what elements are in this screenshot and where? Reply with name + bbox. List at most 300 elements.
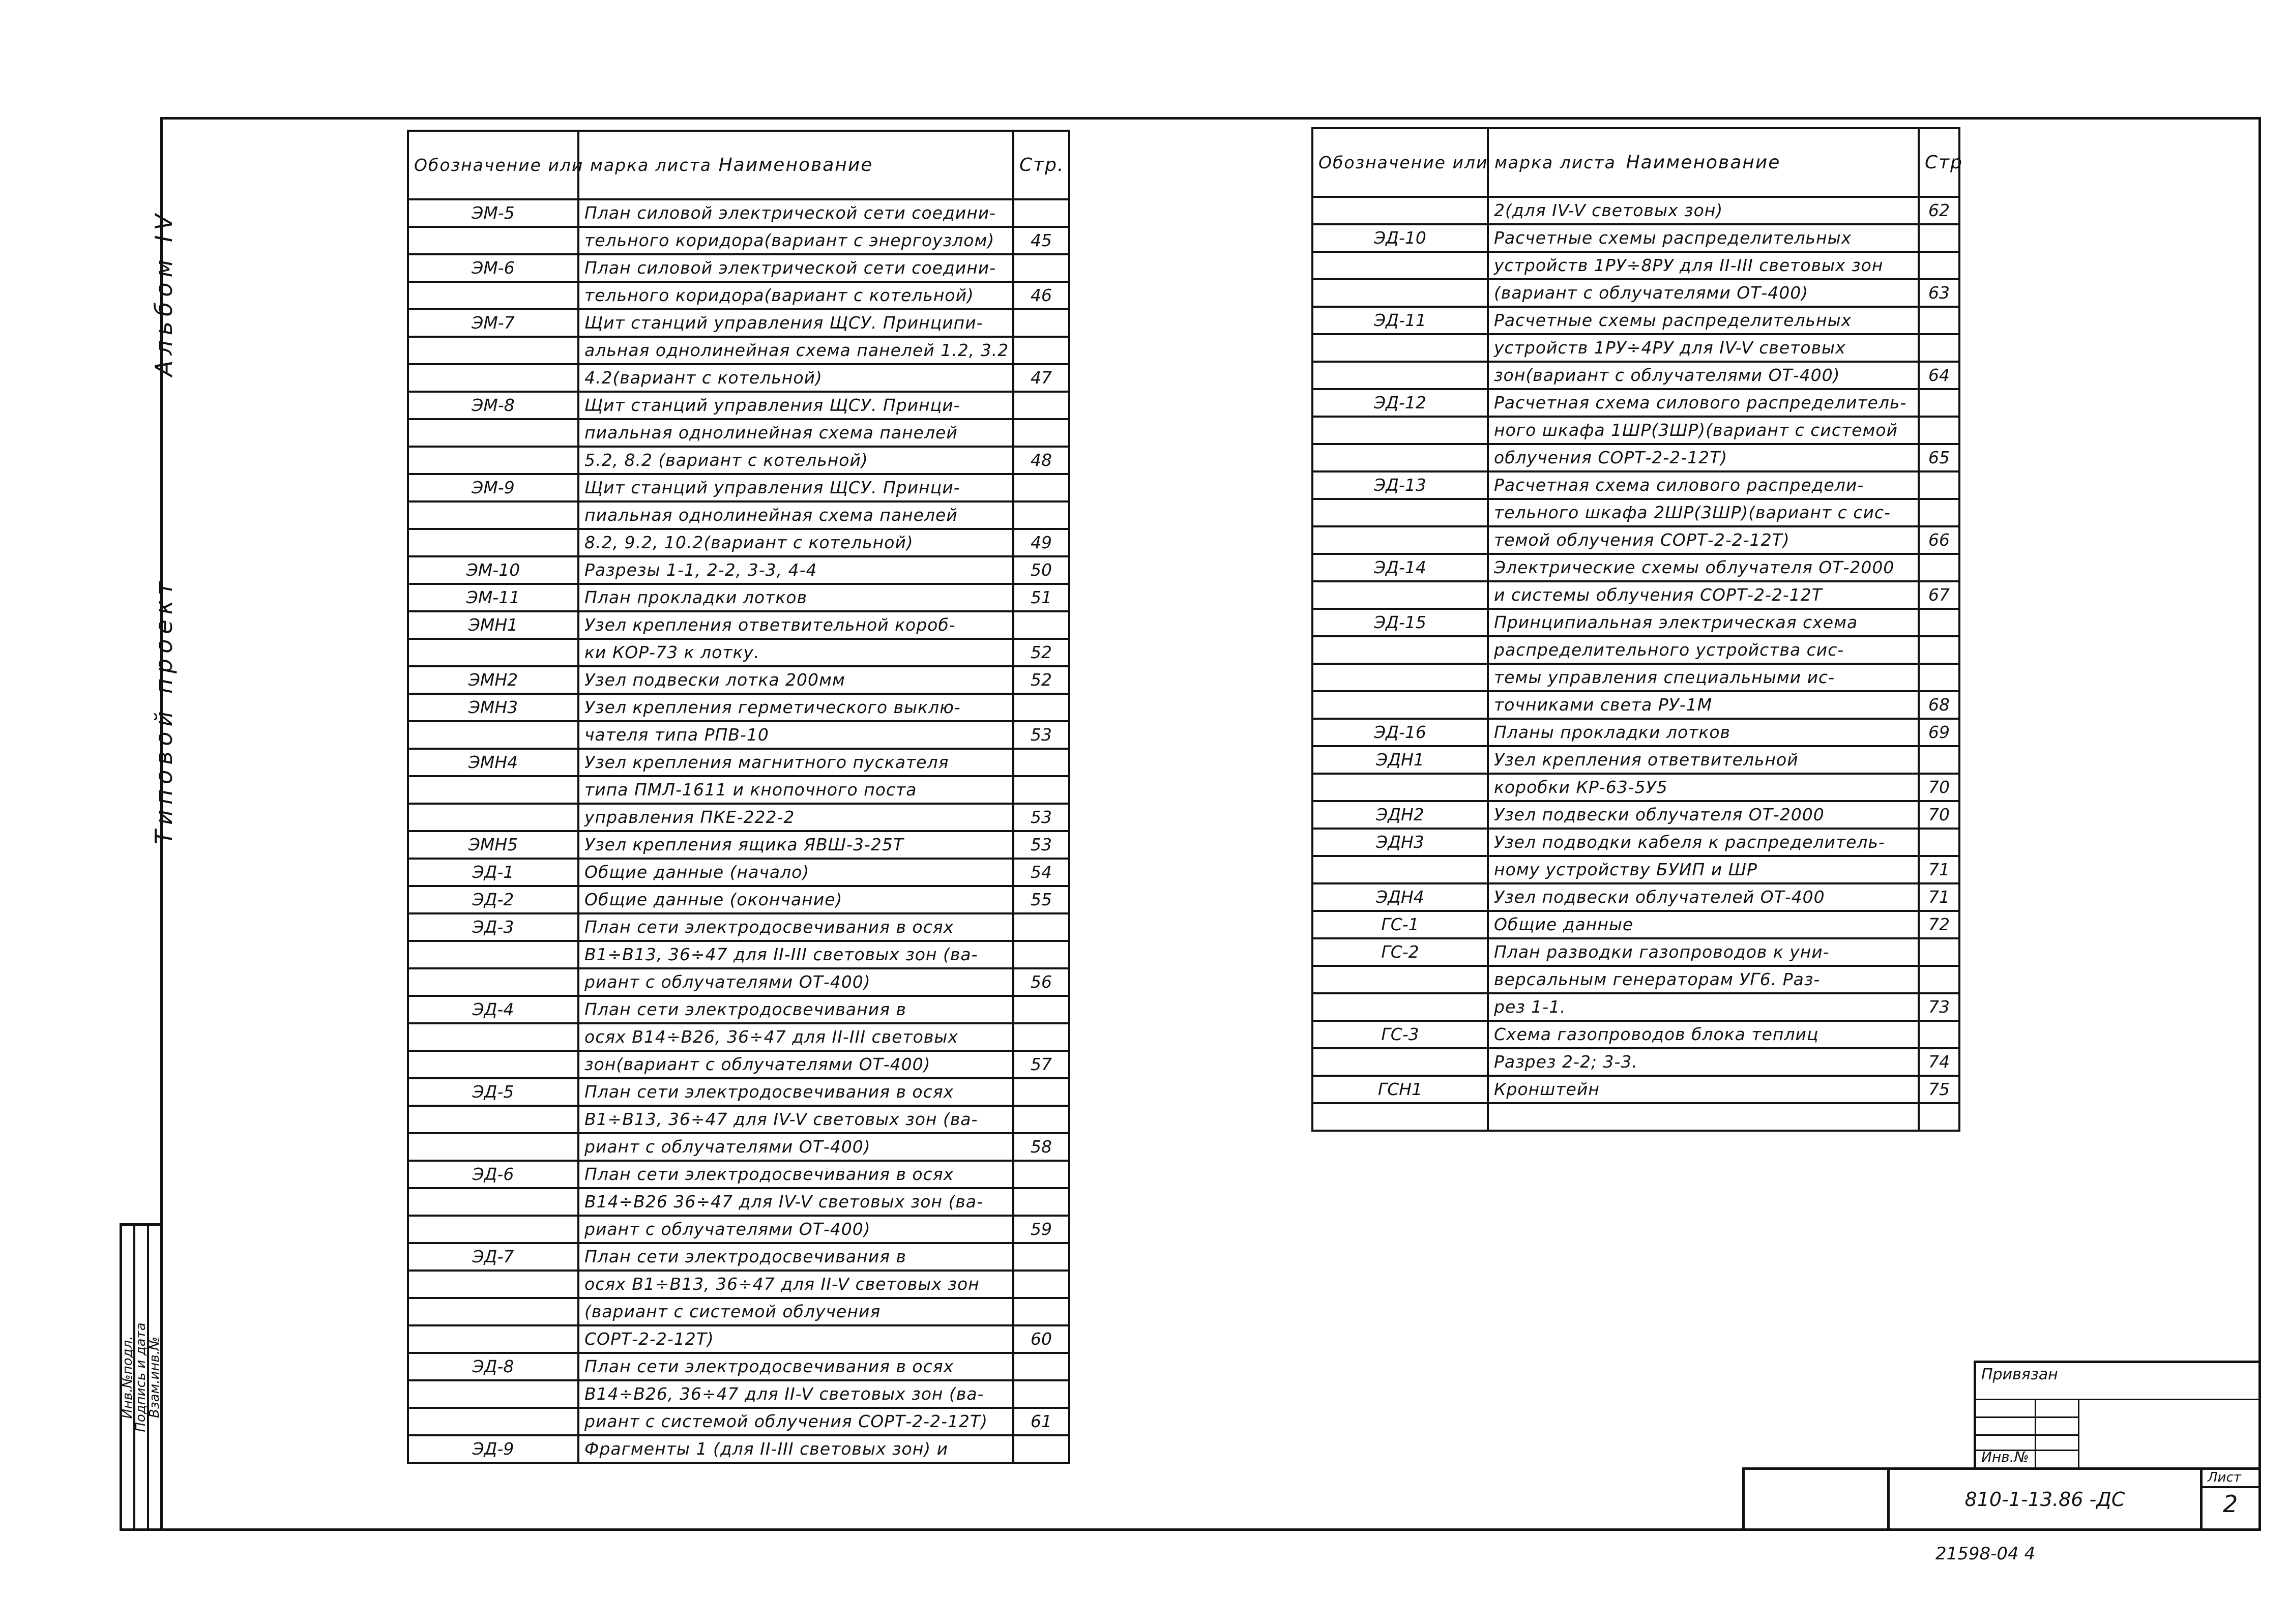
sheet-title: осях В14÷В26, 36÷47 для II-III световых [578,1023,1013,1051]
page-number [1013,1078,1069,1106]
sheet-code [1312,636,1488,664]
page-number [1013,996,1069,1023]
table-row [408,1078,1069,1106]
table-row [1312,746,1959,774]
table-row [408,474,1069,501]
sheet-code [408,1188,578,1216]
sheet-code: ЭД-2 [408,886,578,913]
table-row [1312,719,1959,746]
table-row [1312,636,1959,664]
page-number: 61 [1013,1408,1069,1435]
page-number [1919,389,1959,417]
sheet-title: Расчетные схемы распределительных [1488,224,1919,252]
sheet-code: ГС-2 [1312,938,1488,966]
sheet-code [408,1325,578,1353]
table-row [1312,774,1959,801]
page-number [1919,829,1959,856]
table-row [408,831,1069,859]
sheet-title: 2(для IV-V световых зон) [1488,197,1919,224]
table-row [408,364,1069,392]
page-number [1919,746,1959,774]
sheet-code [1312,279,1488,307]
page-number: 57 [1013,1051,1069,1078]
page-number [1919,471,1959,499]
table-row [408,254,1069,282]
header-name: Наименование [578,131,1013,199]
sheet-code [408,1023,578,1051]
table-row [408,529,1069,556]
page-number: 48 [1013,447,1069,474]
sheet-title: Общие данные (окончание) [578,886,1013,913]
page-number [1919,334,1959,362]
sheet-code [408,419,578,447]
sheet-title: Расчетная схема силового распределитель- [1488,389,1919,417]
table-row [1312,664,1959,691]
sheet-code [1312,252,1488,279]
page-number [1919,966,1959,993]
table-row [1312,499,1959,526]
table-row [1312,609,1959,636]
table-row [408,1133,1069,1161]
sheet-title: В14÷В26 36÷47 для IV-V световых зон (ва- [578,1188,1013,1216]
page-number: 54 [1013,859,1069,886]
page-number: 49 [1013,529,1069,556]
table-row [1312,279,1959,307]
table-row [408,639,1069,666]
sheet-title: ного шкафа 1ШР(3ШР)(вариант с системой [1488,417,1919,444]
sheet-code: ЭМН3 [408,694,578,721]
sheet-code [408,1106,578,1133]
inventory-label: Инв.№ [1981,1449,2029,1465]
sheet-code: ЭД-15 [1312,609,1488,636]
page-number [1919,1021,1959,1048]
page-number: 53 [1013,804,1069,831]
sheet-title: Кронштейн [1488,1076,1919,1103]
sheet-code [1312,197,1488,224]
sheet-code [408,1133,578,1161]
page-number: 47 [1013,364,1069,392]
sheet-code: ЭМ-9 [408,474,578,501]
sheet-title: ки КОР-73 к лотку. [578,639,1013,666]
page-number: 70 [1919,801,1959,829]
sheet-code: ЭД-5 [408,1078,578,1106]
title-stamp [1742,1467,2261,1531]
sheet-code: ЭД-13 [1312,471,1488,499]
side-strip-label: Подпись и дата [133,1322,149,1432]
sheet-number: 2 [2223,1490,2238,1518]
sheet-code [408,447,578,474]
page-number: 52 [1013,639,1069,666]
table-row [408,941,1069,968]
sheet-title: Расчетная схема силового распредели- [1488,471,1919,499]
archive-number: 21598-04 4 [1935,1544,2036,1564]
page-number: 55 [1013,886,1069,913]
table-row [408,1353,1069,1380]
table-row [408,584,1069,611]
project-label: Типовой проект [150,576,178,844]
page-number: 74 [1919,1048,1959,1076]
table-row [408,1380,1069,1408]
sheet-title [1488,1103,1919,1131]
sheet-code: ЭМН1 [408,611,578,639]
table-row [1312,1076,1959,1103]
sheet-code [1312,334,1488,362]
sheet-code [408,1408,578,1435]
sheet-title: Схема газопроводов блока теплиц [1488,1021,1919,1048]
sheet-title: Щит станций управления ЩСУ. Принци- [578,392,1013,419]
sheet-code [408,337,578,364]
sheet-code: ЭМН2 [408,666,578,694]
page-number [1919,609,1959,636]
table-row [408,1271,1069,1298]
sheet-code [1312,1103,1488,1131]
page-number [1013,1298,1069,1325]
sheet-title: Общие данные (начало) [578,859,1013,886]
sheet-code: ЭДН4 [1312,883,1488,911]
page-number [1013,1161,1069,1188]
side-strip-label: Взам.инв.№ [146,1336,162,1418]
sheet-title: тельного коридора(вариант с котельной) [578,282,1013,309]
sheet-code [408,941,578,968]
page-number [1013,1435,1069,1463]
table-row [1312,471,1959,499]
sheet-title: План прокладки лотков [578,584,1013,611]
page-number: 51 [1013,584,1069,611]
table-row [1312,334,1959,362]
sheet-title: План силовой электрической сети соедини- [578,199,1013,227]
sheet-code [1312,499,1488,526]
sheet-title: Узел подвески облучателей ОТ-400 [1488,883,1919,911]
table-row [1312,252,1959,279]
sheet-list-right [1311,127,1963,1132]
sheet-title: ному устройству БУИП и ШР [1488,856,1919,883]
table-row [1312,307,1959,334]
document-code: 810-1-13.86 -ДС [1887,1470,2203,1528]
sheet-title: типа ПМЛ-1611 и кнопочного поста [578,776,1013,804]
page-number [1013,337,1069,364]
page-number [1013,1380,1069,1408]
page-number [1013,1023,1069,1051]
sheet-code [1312,691,1488,719]
sheet-title: План сети электродосвечивания в осях [578,913,1013,941]
page-number: 53 [1013,721,1069,749]
table-row [408,666,1069,694]
sheet-code [1312,526,1488,554]
page-number: 62 [1919,197,1959,224]
table-row [408,1106,1069,1133]
sheet-title: План разводки газопроводов к уни- [1488,938,1919,966]
sheet-title: СОРТ-2-2-12Т) [578,1325,1013,1353]
header-name: Наименование [1488,128,1919,197]
page-number: 71 [1919,856,1959,883]
sheet-title: Узел подвески облучателя ОТ-2000 [1488,801,1919,829]
table-row [1312,993,1959,1021]
sheet-code: ЭМ-7 [408,309,578,337]
page-number: 59 [1013,1216,1069,1243]
sheet-title: 8.2, 9.2, 10.2(вариант с котельной) [578,529,1013,556]
header-page: Стр. [1013,131,1069,199]
table-row [408,1188,1069,1216]
page-number [1919,252,1959,279]
sheet-code: ЭД-1 [408,859,578,886]
sheet-title: коробки КР-63-5У5 [1488,774,1919,801]
table-row [1312,801,1959,829]
table-row [408,804,1069,831]
sheet-code: ЭМ-6 [408,254,578,282]
sheet-title: темы управления специальными ис- [1488,664,1919,691]
table-row [1312,1048,1959,1076]
sheet-title: версальным генераторам УГ6. Раз- [1488,966,1919,993]
table-row [408,227,1069,254]
sheet-title: Электрические схемы облучателя ОТ-2000 [1488,554,1919,581]
table-row [1312,911,1959,938]
table-row [408,1435,1069,1463]
sheet-title: управления ПКЕ-222-2 [578,804,1013,831]
sheet-title: Узел крепления ответвительной [1488,746,1919,774]
table-row [1312,581,1959,609]
sheet-title: зон(вариант с облучателями ОТ-400) [1488,362,1919,389]
page-number: 65 [1919,444,1959,471]
sheet-code: ЭМН4 [408,749,578,776]
page-number [1013,611,1069,639]
sheet-code [408,501,578,529]
sheet-title: зон(вариант с облучателями ОТ-400) [578,1051,1013,1078]
sheet-code [408,776,578,804]
sheet-code: ЭМ-8 [408,392,578,419]
sheet-title: Разрез 2-2; 3-3. [1488,1048,1919,1076]
sheet-code: ЭД-12 [1312,389,1488,417]
sheet-title: тельного шкафа 2ШР(3ШР)(вариант с сис- [1488,499,1919,526]
sheet-title: Щит станций управления ЩСУ. Принципи- [578,309,1013,337]
table-row [1312,1021,1959,1048]
sheet-title: Планы прокладки лотков [1488,719,1919,746]
page-number [1013,1271,1069,1298]
header-designation: Обозначение или марка листа [408,131,578,199]
page-number: 45 [1013,227,1069,254]
sheet-title: (вариант с облучателями ОТ-400) [1488,279,1919,307]
sheet-code: ЭМН5 [408,831,578,859]
page-number: 68 [1919,691,1959,719]
sheet-title: Узел подвески лотка 200мм [578,666,1013,694]
sheet-code [408,1380,578,1408]
sheet-code [1312,966,1488,993]
table-row [408,501,1069,529]
page-number [1919,307,1959,334]
sheet-title: и системы облучения СОРТ-2-2-12Т [1488,581,1919,609]
table-row [1312,444,1959,471]
table-row [408,749,1069,776]
side-stamp-strip [120,1223,160,1531]
page-number: 72 [1919,911,1959,938]
table-row [408,1023,1069,1051]
sheet-code [1312,581,1488,609]
sheet-title: 4.2(вариант с котельной) [578,364,1013,392]
sheet-code [1312,993,1488,1021]
table-row [1312,197,1959,224]
page-number: 66 [1919,526,1959,554]
binding-label: Привязан [1981,1366,2058,1383]
sheet-title: План сети электродосвечивания в осях [578,1161,1013,1188]
sheet-code [408,227,578,254]
table-row [408,1298,1069,1325]
table-row [1312,691,1959,719]
header-designation: Обозначение или марка листа [1312,128,1488,197]
page-number [1013,1106,1069,1133]
sheet-code [408,282,578,309]
sheet-title: 5.2, 8.2 (вариант с котельной) [578,447,1013,474]
page-number [1013,913,1069,941]
table-row [1312,362,1959,389]
table-row [1312,224,1959,252]
table-row [408,968,1069,996]
table-row [1312,938,1959,966]
sheet-code: ЭД-14 [1312,554,1488,581]
page-number [1919,417,1959,444]
table-row [408,1243,1069,1271]
table-row [408,392,1069,419]
page-number [1919,938,1959,966]
page-number [1919,1103,1959,1131]
sheet-title: осях В1÷В13, 36÷47 для II-V световых зон [578,1271,1013,1298]
page-number [1013,776,1069,804]
binding-box [1974,1361,2261,1467]
sheet-title: риант с облучателями ОТ-400) [578,1216,1013,1243]
page-number: 60 [1013,1325,1069,1353]
sheet-code: ЭМ-5 [408,199,578,227]
page-number [1013,941,1069,968]
sheet-code: ЭД-11 [1312,307,1488,334]
table-row [408,776,1069,804]
sheet-code [408,1271,578,1298]
table-row [408,199,1069,227]
page-number: 67 [1919,581,1959,609]
sheet-code: ЭДН2 [1312,801,1488,829]
table-row [408,859,1069,886]
sheet-title: Узел подводки кабеля к распределитель- [1488,829,1919,856]
table-row [1312,554,1959,581]
page-number [1013,749,1069,776]
sheet-title: В1÷В13, 36÷47 для II-III световых зон (ва- [578,941,1013,968]
table-row [1312,966,1959,993]
table-row [408,1051,1069,1078]
sheet-title: облучения СОРТ-2-2-12Т) [1488,444,1919,471]
page-number: 53 [1013,831,1069,859]
sheet-code: ЭМ-11 [408,584,578,611]
sheet-title: План сети электродосвечивания в [578,996,1013,1023]
page-number [1919,664,1959,691]
table-row [1312,417,1959,444]
sheet-label: Лист [2208,1470,2241,1485]
page-number [1919,224,1959,252]
page-number [1919,554,1959,581]
table-row [1312,883,1959,911]
sheet-title: тельного коридора(вариант с энергоузлом) [578,227,1013,254]
page-number: 50 [1013,556,1069,584]
table-row [1312,829,1959,856]
page-number [1013,1243,1069,1271]
table-row [408,886,1069,913]
table-row [408,419,1069,447]
table-row [408,309,1069,337]
sheet-code [1312,362,1488,389]
sheet-title: План сети электродосвечивания в осях [578,1353,1013,1380]
sheet-title: План сети электродосвечивания в [578,1243,1013,1271]
sheet-code: ЭДН1 [1312,746,1488,774]
sheet-code [1312,444,1488,471]
page-number [1919,499,1959,526]
sheet-title: План сети электродосвечивания в осях [578,1078,1013,1106]
sheet-code [1312,417,1488,444]
table-row [408,282,1069,309]
sheet-title: План силовой электрической сети соедини- [578,254,1013,282]
table-row [408,337,1069,364]
sheet-title: В1÷В13, 36÷47 для IV-V световых зон (ва- [578,1106,1013,1133]
sheet-code [1312,774,1488,801]
page-number [1013,392,1069,419]
page-number [1013,254,1069,282]
table-row [408,447,1069,474]
sheet-title: устройств 1РУ÷8РУ для II-III световых зон [1488,252,1919,279]
page-number [1919,636,1959,664]
sheet-code [408,1051,578,1078]
sheet-title: точниками света РУ-1М [1488,691,1919,719]
table-row [408,1216,1069,1243]
sheet-title: (вариант с системой облучения [578,1298,1013,1325]
table-row [408,913,1069,941]
sheet-title: темой облучения СОРТ-2-2-12Т) [1488,526,1919,554]
sheet-title: Принципиальная электрическая схема [1488,609,1919,636]
sheet-code [408,968,578,996]
sheet-title: В14÷В26, 36÷47 для II-V световых зон (ва- [578,1380,1013,1408]
side-strip-label: Инв.№подл. [120,1336,136,1419]
page-number: 71 [1919,883,1959,911]
sheet-code: ЭД-6 [408,1161,578,1188]
sheet-code [1312,856,1488,883]
sheet-code: ЭД-4 [408,996,578,1023]
sheet-title: Расчетные схемы распределительных [1488,307,1919,334]
table-row [1312,526,1959,554]
sheet-title: альная однолинейная схема панелей 1.2, 3.2 [578,337,1013,364]
sheet-code [408,529,578,556]
page-number [1013,694,1069,721]
page-number: 56 [1013,968,1069,996]
sheet-title: устройств 1РУ÷4РУ для IV-V световых [1488,334,1919,362]
page-number [1013,1188,1069,1216]
sheet-code: ЭД-16 [1312,719,1488,746]
table-row [408,556,1069,584]
page-number: 52 [1013,666,1069,694]
sheet-code: ЭД-7 [408,1243,578,1271]
sheet-title: рез 1-1. [1488,993,1919,1021]
table-row [408,1408,1069,1435]
table-row [408,721,1069,749]
sheet-title: распределительного устройства сис- [1488,636,1919,664]
sheet-title: Общие данные [1488,911,1919,938]
sheet-code [408,639,578,666]
sheet-code: ЭД-8 [408,1353,578,1380]
page-number [1013,501,1069,529]
sheet-title: Узел крепления ящика ЯВШ-3-25Т [578,831,1013,859]
table-row [408,611,1069,639]
sheet-title: риант с облучателями ОТ-400) [578,1133,1013,1161]
page-number: 75 [1919,1076,1959,1103]
sheet-code: ЭД-10 [1312,224,1488,252]
sheet-title: Узел крепления магнитного пускателя [578,749,1013,776]
sheet-code: ГС-1 [1312,911,1488,938]
sheet-title: Щит станций управления ЩСУ. Принци- [578,474,1013,501]
sheet-code: ЭДН3 [1312,829,1488,856]
sheet-code [1312,1048,1488,1076]
